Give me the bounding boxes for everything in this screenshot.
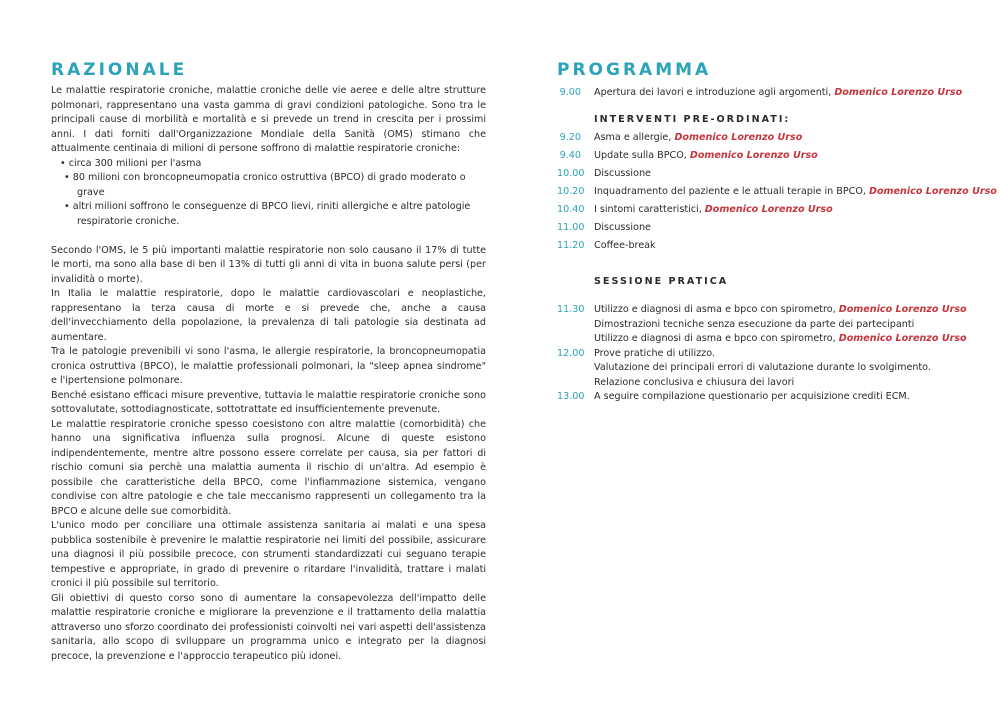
paragraph: Gli obiettivi di questo corso sono di aumentare la consapevolezza dell'impatto delle malattie respiratorie croniche e migliorare la prevenzione e il trattamento della malattia attraverso uno sforzo coordinato dei professionisti coinvolti nei vari aspetti dell'assistenza sanitaria, allo scopo di sviluppare un programma unico e integrato per la diagnosi precoce, la prevenzione e l'approccio terapeutico più idonei. bbox=[51, 592, 486, 662]
speaker-name: Domenico Lorenzo Urso bbox=[834, 87, 963, 98]
schedule-row bbox=[557, 201, 1000, 219]
paragraph: Tra le patologie prevenibili vi sono l'asma, le allergie respiratorie, la broncopneumopatia cronica ostruttiva (BPCO), le malattie professionali polmonari, la "sleep apnea sindrome" e l'ipertensione polmonare. bbox=[51, 346, 486, 386]
schedule-activity: Inquadramento del paziente e le attuali terapie in BPCO, Domenico Lorenzo Urso bbox=[594, 186, 997, 197]
schedule-activity: I sintomi caratteristici, Domenico Lorenzo Urso bbox=[594, 204, 833, 215]
paragraph: Secondo l'OMS, le 5 più importanti malattie respiratorie non solo causano il 17% di tutte le morti, ma sono alla base di ben il 13% di tutti gli anni di vita in buona salute persi (per invalidità o morte). bbox=[51, 244, 486, 285]
schedule-activity: Update sulla BPCO, Domenico Lorenzo Urso bbox=[594, 150, 818, 161]
schedule-row bbox=[557, 390, 1000, 405]
programma-title: PROGRAMMA bbox=[557, 60, 712, 80]
schedule-activity: Discussione bbox=[594, 222, 651, 233]
schedule-activity: Prove pratiche di utilizzo. Valutazione dei principali errori di valutazione durante lo svolgimento. Relazione conclusiva e chiusura dei lavori bbox=[594, 347, 931, 388]
sessione-pratica-title: SESSIONE PRATICA bbox=[594, 276, 729, 287]
programma-column bbox=[557, 60, 1000, 405]
schedule-row bbox=[557, 183, 1000, 201]
schedule-activity: Coffee-break bbox=[594, 240, 656, 251]
schedule-time: 10.40 bbox=[557, 204, 585, 215]
speaker-name: Domenico Lorenzo Urso bbox=[689, 150, 818, 161]
schedule-time: 10.00 bbox=[557, 168, 585, 179]
schedule-time: 13.00 bbox=[557, 391, 585, 402]
schedule-time: 9.00 bbox=[559, 87, 581, 98]
spacer bbox=[51, 229, 486, 244]
speaker-name: Domenico Lorenzo Urso bbox=[838, 333, 967, 344]
list-item: • 80 milioni con broncopneumopatia cronico ostruttiva (BPCO) di grado moderato o grave bbox=[64, 171, 486, 200]
speaker-name: Domenico Lorenzo Urso bbox=[704, 204, 833, 215]
schedule-activity: Discussione bbox=[594, 168, 651, 179]
paragraph: L'unico modo per conciliare una ottimale assistenza sanitaria ai malati e una spesa pubblica sostenibile è prevenire le malattie respiratorie nei limiti del possibile, assicurare una diagnosi il più possibile precoce, con strumenti standardizzati cui seguano terapie tempestive e appropriate, in grado di prevenire o ritardare l'invalidità, trattare i malati cronici il più possibile sul territorio. bbox=[51, 520, 486, 589]
list-item: • altri milioni soffrono le conseguenze di BPCO lievi, riniti allergiche e altre patologie respiratorie croniche. bbox=[64, 200, 486, 229]
schedule-row bbox=[557, 147, 1000, 165]
schedule-row bbox=[557, 219, 1000, 237]
schedule-row bbox=[557, 165, 1000, 183]
schedule-time: 12.00 bbox=[557, 347, 585, 359]
schedule-time: 9.20 bbox=[559, 132, 581, 143]
speaker-name: Domenico Lorenzo Urso bbox=[838, 304, 967, 315]
schedule-activity: A seguire compilazione questionario per acquisizione crediti ECM. bbox=[594, 391, 910, 402]
schedule-time: 11.30 bbox=[557, 304, 585, 315]
schedule-row bbox=[557, 84, 1000, 102]
schedule-row bbox=[557, 347, 1000, 391]
schedule-time: 11.20 bbox=[557, 240, 585, 251]
statistics-list bbox=[51, 157, 486, 230]
speaker-name: Domenico Lorenzo Urso bbox=[868, 186, 997, 197]
schedule-row bbox=[557, 237, 1000, 255]
schedule-activity: Utilizzo e diagnosi di asma e bpco con spirometro, Domenico Lorenzo Urso Dimostrazioni tecniche senza esecuzione da parte dei partecipanti Utilizzo e diagnosi di asma e bpco con spirometro, Domenico Lorenzo Urso bbox=[594, 304, 967, 344]
interventi-title: INTERVENTI PRE-ORDINATI: bbox=[594, 114, 791, 125]
schedule-activity: Apertura dei lavori e introduzione agli argomenti, Domenico Lorenzo Urso bbox=[594, 87, 963, 98]
speaker-name: Domenico Lorenzo Urso bbox=[674, 132, 803, 143]
schedule-row bbox=[557, 303, 1000, 347]
list-item: • circa 300 milioni per l'asma bbox=[51, 157, 486, 172]
paragraph: Le malattie respiratorie croniche spesso coesistono con altre malattie (comorbidità) che hanno una significativa influenza sulla prognosi. Alcune di queste esistono indipendentemente, mentre altre possono essere correlate per causa, sia per fattori di rischio comuni sia perchè una malattia aumenta il rischio di un'altra. Ad esempio è possibile che caratteristiche della BPCO, come l'infiammazione sistemica, vengano condivise con altre patologie e che tale meccanismo rappresenti un collegamento tra la BPCO e alcune delle sue comorbidità. bbox=[51, 418, 486, 517]
intro-paragraph: Le malattie respiratorie croniche, malattie croniche delle vie aeree e delle altre strutture polmonari, rappresentano una vasta gamma di gravi condizioni patologiche. Sono tra le principali cause di morbilità e mortalità e si prevede un trend in crescita per i prossimi anni. I dati forniti dall'Organizzazione Mondiale della Sanità (OMS) stimano che attualmente centinaia di milioni di persone soffrono di malattie respiratorie croniche: bbox=[51, 85, 486, 154]
schedule-row bbox=[557, 129, 1000, 147]
schedule-time: 11.00 bbox=[557, 222, 585, 233]
razionale-title: RAZIONALE bbox=[51, 60, 188, 80]
razionale-column bbox=[51, 60, 486, 664]
schedule-activity: Asma e allergie, Domenico Lorenzo Urso bbox=[594, 132, 803, 143]
paragraph: Benché esistano efficaci misure preventive, tuttavia le malattie respiratorie croniche sono sottovalutate, sottodiagnosticate, sottotrattate ed insufficientemente prevenute. bbox=[51, 389, 486, 415]
schedule-time: 10.20 bbox=[557, 186, 585, 197]
schedule-time: 9.40 bbox=[559, 150, 581, 161]
paragraph: In Italia le malattie respiratorie, dopo le malattie cardiovascolari e neoplastiche, rappresentano la terza causa di morte e si prevede che, anche a causa dell'invecchiamento della popolazione, la prevalenza di tali patologie sia destinata ad aumentare. bbox=[51, 288, 486, 343]
